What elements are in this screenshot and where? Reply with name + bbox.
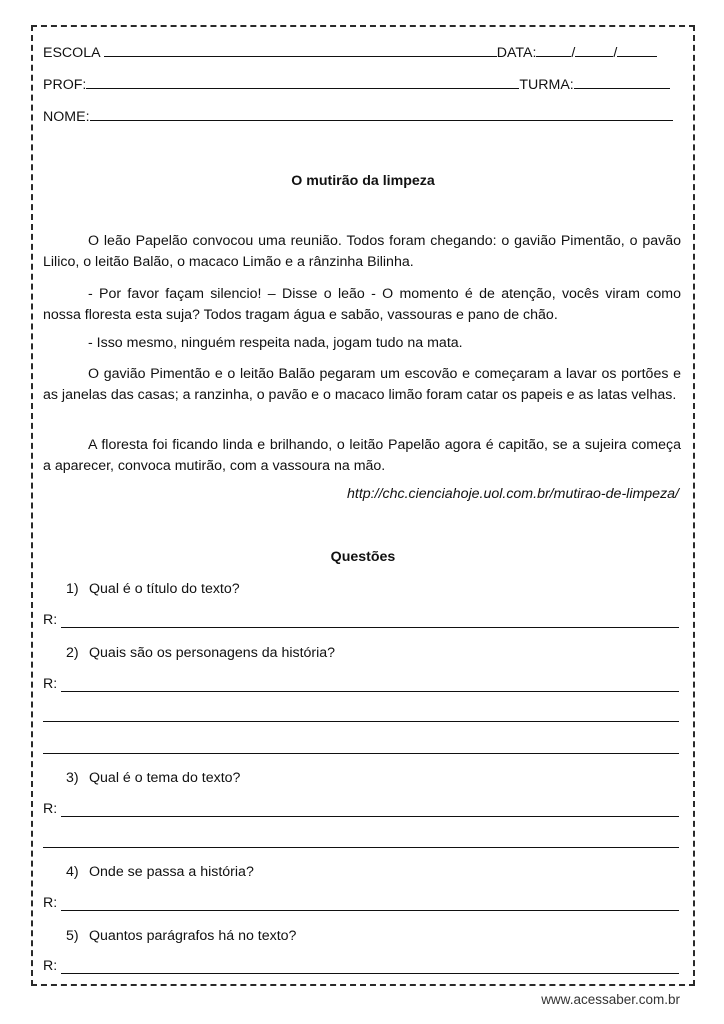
paragraph: O leão Papelão convocou uma reunião. Todos foram chegando: o gavião Pimentão, o pavão Lilico, o leitão Balão, o macaco Limão e a rânzinha Bilinha. [43,233,681,270]
question-3 [66,770,240,786]
answer-label: R: [43,612,58,628]
teacher-field[interactable] [86,76,519,89]
question-number: 1) [66,581,79,597]
question-number: 4) [66,864,79,880]
paragraph: - Isso mesmo, ninguém respeita nada, jogam tudo na mata. [88,335,463,351]
paragraph: O gavião Pimentão e o leitão Balão pegaram um escovão e começaram a lavar os portões e as janelas das casas; a ranzinha, o pavão e o macaco limão foram catar os papeis e as latas velhas. [43,366,681,403]
question-number: 3) [66,770,79,786]
answer-line[interactable] [61,896,679,911]
answer-2 [43,676,679,692]
question-5 [66,928,296,944]
school-row [43,44,657,61]
text-title: O mutirão da limpeza [291,173,435,189]
answer-label: R: [43,676,58,692]
date-separator: / [571,45,576,61]
answer-line[interactable] [61,802,679,817]
question-text: Qual é o tema do texto? [89,770,241,786]
answer-4 [43,895,679,911]
name-field[interactable] [90,108,673,121]
date-year-field[interactable] [617,44,657,57]
date-label: DATA: [496,45,537,61]
footer-website[interactable]: www.acessaber.com.br [541,992,680,1007]
source-link[interactable]: http://chc.cienciahoje.uol.com.br/mutirao-de-limpeza/ [347,486,679,502]
answer-line[interactable] [43,753,679,754]
answer-line[interactable] [43,721,679,722]
answer-line[interactable] [61,959,679,974]
name-label: NOME: [43,109,90,125]
teacher-label: PROF: [43,77,87,93]
name-row [43,108,673,125]
worksheet-border [31,25,695,986]
question-2 [66,645,335,661]
question-number: 2) [66,645,79,661]
answer-1 [43,612,679,628]
class-field[interactable] [574,76,670,89]
answer-label: R: [43,958,58,974]
teacher-row [43,76,670,93]
school-field[interactable] [104,44,497,57]
date-month-field[interactable] [575,44,613,57]
answer-5 [43,958,679,974]
class-label: TURMA: [519,77,574,93]
answer-3 [43,801,679,817]
question-1 [66,581,240,597]
school-label: ESCOLA [43,45,100,61]
question-text: Quantos parágrafos há no texto? [89,928,297,944]
question-text: Qual é o título do texto? [89,581,240,597]
question-text: Onde se passa a história? [89,864,254,880]
answer-line[interactable] [43,847,679,848]
answer-label: R: [43,895,58,911]
question-text: Quais são os personagens da história? [89,645,336,661]
paragraph: A floresta foi ficando linda e brilhando, o leitão Papelão agora é capitão, se a sujeira começa a aparecer, convoca mutirão, com a vassoura na mão. [43,437,681,474]
answer-line[interactable] [61,677,679,692]
paragraph: - Por favor façam silencio! – Disse o leão - O momento é de atenção, vocês viram como nossa floresta esta suja? Todos tragam água e sabão, vassouras e pano de chão. [43,286,681,323]
date-day-field[interactable] [536,44,571,57]
answer-label: R: [43,801,58,817]
question-number: 5) [66,928,79,944]
date-separator: / [613,45,618,61]
question-4 [66,864,254,880]
questions-title: Questões [330,549,396,565]
answer-line[interactable] [61,613,679,628]
